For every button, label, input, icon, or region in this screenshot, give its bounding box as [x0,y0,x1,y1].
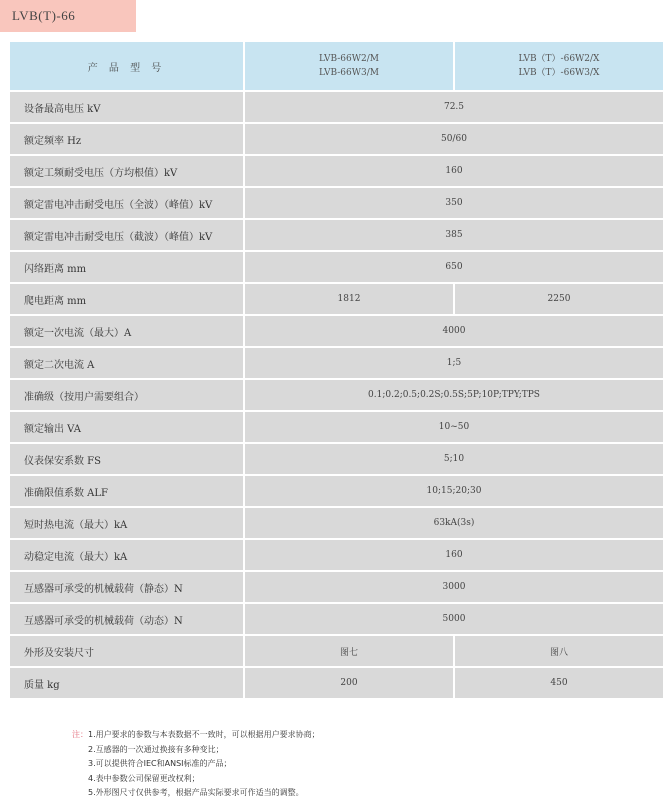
spec-value: 3000 [243,572,663,602]
table-row [10,572,663,602]
table-row [10,636,663,666]
spec-label: 仪表保安系数 FS [10,444,243,474]
header-label: 产 品 型 号 [10,42,243,90]
table-row [10,220,663,250]
table-row [10,508,663,538]
spec-label: 互感器可承受的机械载荷（静态）N [10,572,243,602]
table-row [10,412,663,442]
spec-label: 额定输出 VA [10,412,243,442]
product-title: LVB(T)-66 [12,8,76,23]
spec-label: 动稳定电流（最大）kA [10,540,243,570]
spec-value: 63kA(3s) [243,508,663,538]
spec-label: 互感器可承受的机械载荷（动态）N [10,604,243,634]
spec-label: 闪络距离 mm [10,252,243,282]
notes-head: 注： [72,730,88,739]
spec-label: 额定二次电流 A [10,348,243,378]
spec-value: 50/60 [243,124,663,154]
table-row [10,348,663,378]
note-line-3 [72,757,320,772]
table-row [10,188,663,218]
table-row [10,92,663,122]
note-item: 2.互感器的一次通过换接有多种变比； [88,744,224,754]
spec-value: 10;15;20;30 [243,476,663,506]
spec-label: 设备最高电压 kV [10,92,243,122]
note-line-1 [72,728,320,743]
spec-label: 额定一次电流（最大）A [10,316,243,346]
spec-label: 额定雷电冲击耐受电压（全波）（峰值）kV [10,188,243,218]
table-row [10,156,663,186]
model-b-header [453,42,663,90]
spec-value-model-b: 450 [453,668,663,698]
model-b-line-1: LVB（T）-66W2/X [518,54,600,64]
table-row [10,668,663,698]
note-item: 3.可以提供符合IEC和ANSI标准的产品； [88,759,232,768]
table-row [10,316,663,346]
spec-label: 额定雷电冲击耐受电压（截波）（峰值）kV [10,220,243,250]
spec-label: 准确限值系数 ALF [10,476,243,506]
spec-value-model-b: 2250 [453,284,663,314]
spec-value: 385 [243,220,663,250]
table-row [10,444,663,474]
spec-table [10,40,663,700]
spec-label: 外形及安装尺寸 [10,636,243,666]
spec-value: 350 [243,188,663,218]
note-item: 4.表中参数公司保留更改权利； [88,773,200,783]
spec-label: 额定频率 Hz [10,124,243,154]
note-item: 5.外形图尺寸仅供参考，根据产品实际要求可作适当的调整。 [88,788,304,797]
notes [72,728,320,801]
table-row [10,124,663,154]
model-b-line-2: LVB（T）-66W3/X [518,68,600,78]
model-a-line-2: LVB-66W3/M [319,68,379,78]
note-item: 1.用户要求的参数与本表数据不一致时，可以根据用户要求协商； [88,730,320,739]
table-row [10,252,663,282]
note-line-2 [72,743,320,758]
table-row [10,284,663,314]
note-line-4 [72,772,320,787]
spec-value-model-a: 200 [243,668,453,698]
spec-value: 5000 [243,604,663,634]
spec-label: 爬电距离 mm [10,284,243,314]
spec-label: 准确级（按用户需要组合） [10,380,243,410]
spec-value: 160 [243,540,663,570]
spec-value-model-a: 1812 [243,284,453,314]
spec-value: 650 [243,252,663,282]
model-a-line-1: LVB-66W2/M [319,54,379,64]
spec-value: 1;5 [243,348,663,378]
spec-value: 160 [243,156,663,186]
table-row [10,604,663,634]
spec-value: 72.5 [243,92,663,122]
table-row [10,540,663,570]
spec-value: 5;10 [243,444,663,474]
spec-label: 质量 kg [10,668,243,698]
spec-value-model-b: 图八 [453,636,663,666]
spec-value: 10~50 [243,412,663,442]
note-line-5 [72,786,320,801]
model-a-header [243,42,453,90]
spec-value: 4000 [243,316,663,346]
spec-label: 额定工频耐受电压（方均根值）kV [10,156,243,186]
spec-value-model-a: 图七 [243,636,453,666]
spec-value: 0.1;0.2;0.5;0.2S;0.5S;5P;10P;TPY;TPS [243,380,663,410]
table-header-row [10,42,663,90]
table-row [10,380,663,410]
table-row [10,476,663,506]
product-title-tab [0,0,136,32]
spec-label: 短时热电流（最大）kA [10,508,243,538]
